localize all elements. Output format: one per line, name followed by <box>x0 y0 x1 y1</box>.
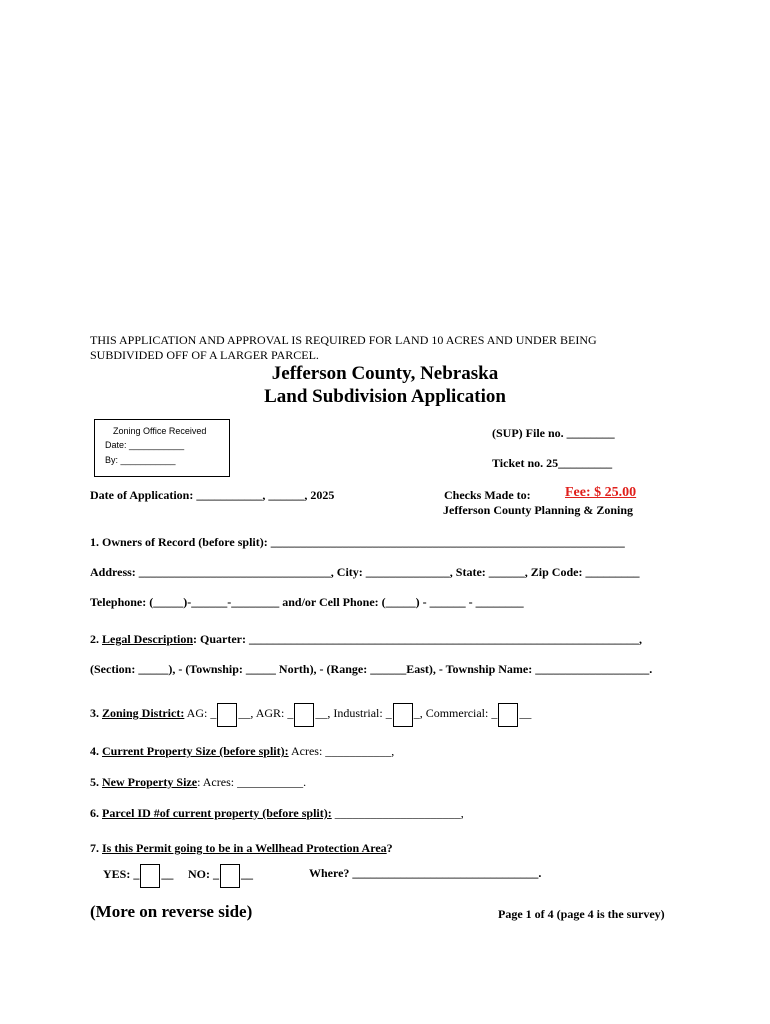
fee-amount: Fee: $ 25.00 <box>565 485 637 500</box>
no-label: NO: _ <box>188 867 219 881</box>
telephone-line: Telephone: (_____)-______-________ and/or Cell Phone: (_____) - ______ - ________ <box>90 595 524 609</box>
checks-payee: Jefferson County Planning & Zoning <box>443 503 634 517</box>
q3-number: 3. <box>90 706 102 720</box>
ag-checkbox[interactable] <box>217 703 237 727</box>
zoning-office-received-box <box>94 419 230 477</box>
current-property-size-label: Current Property Size (before split): <box>102 744 289 758</box>
q2-number: 2. <box>90 632 102 646</box>
sup-file-number: (SUP) File no. ________ <box>492 426 615 440</box>
parcel-id-line <box>90 806 464 821</box>
application-notice: THIS APPLICATION AND APPROVAL IS REQUIRED FOR LAND 10 ACRES AND UNDER BEING SUBDIVIDED OFF OF A LARGER PARCEL. <box>90 333 597 362</box>
date-of-application: Date of Application: ___________, ______, 2025 <box>90 488 335 502</box>
office-box-by: By: ___________ <box>105 455 176 465</box>
q5-number: 5. <box>90 775 102 789</box>
ticket-number: Ticket no. 25_________ <box>492 456 613 470</box>
yes-label: YES: _ <box>103 867 140 881</box>
section-township-range-line: (Section: _____), - (Township: _____ North), - (Range: ______East), - Township Name: ___________________. <box>90 662 653 676</box>
wellhead-yes <box>103 864 173 888</box>
yes-end: __ <box>161 867 174 881</box>
new-acres-field: : Acres: ___________. <box>197 775 307 789</box>
title-county: Jefferson County, Nebraska <box>271 363 499 384</box>
zoning-district-label: Zoning District: <box>102 706 185 720</box>
quarter-field: : Quarter: _________________________________________________________________, <box>193 632 642 646</box>
no-end: __ <box>241 867 253 881</box>
q6-number: 6. <box>90 806 102 820</box>
office-box-date: Date: ___________ <box>105 440 185 450</box>
commercial-label: _, Commercial: _ <box>413 706 498 720</box>
agr-checkbox[interactable] <box>294 703 314 727</box>
commercial-checkbox[interactable] <box>498 703 518 727</box>
wellhead-no <box>188 864 253 888</box>
wellhead-label: Is this Permit going to be in a Wellhead Protection Area <box>102 841 387 855</box>
zoning-end: __ <box>519 706 532 720</box>
new-property-size-label: New Property Size <box>102 775 198 789</box>
industrial-label: __, Industrial: _ <box>315 706 392 720</box>
legal-description-line <box>90 632 642 647</box>
more-on-reverse: (More on reverse side) <box>90 902 253 921</box>
title-application: Land Subdivision Application <box>264 386 506 407</box>
parcel-id-field: _____________________, <box>331 806 464 820</box>
legal-description-label: Legal Description <box>102 632 193 646</box>
agr-label: __, AGR: _ <box>238 706 294 720</box>
yes-checkbox[interactable] <box>140 864 160 888</box>
address-line: Address: ________________________________, City: ______________, State: ______, Zip Code: _________ <box>90 565 640 579</box>
q7-number: 7. <box>90 841 102 855</box>
current-acres-field: Acres: ___________, <box>288 744 395 758</box>
current-property-size-line <box>90 744 394 759</box>
industrial-checkbox[interactable] <box>393 703 413 727</box>
new-property-size-line <box>90 775 306 790</box>
wellhead-qmark: ? <box>386 841 393 855</box>
no-checkbox[interactable] <box>220 864 240 888</box>
wellhead-where: Where? _______________________________. <box>309 866 542 880</box>
owners-of-record-text: 1. Owners of Record (before split): ___________________________________________________________ <box>90 535 625 549</box>
page-indicator: Page 1 of 4 (page 4 is the survey) <box>498 907 665 921</box>
parcel-id-label: Parcel ID #of current property (before split): <box>102 806 332 820</box>
q4-number: 4. <box>90 744 102 758</box>
owners-of-record <box>90 535 625 550</box>
office-box-heading: Zoning Office Received <box>113 426 207 436</box>
checks-made-to-label: Checks Made to: <box>444 488 531 502</box>
ag-label: AG: _ <box>184 706 217 720</box>
zoning-district-line <box>90 703 531 727</box>
wellhead-question <box>90 841 393 856</box>
